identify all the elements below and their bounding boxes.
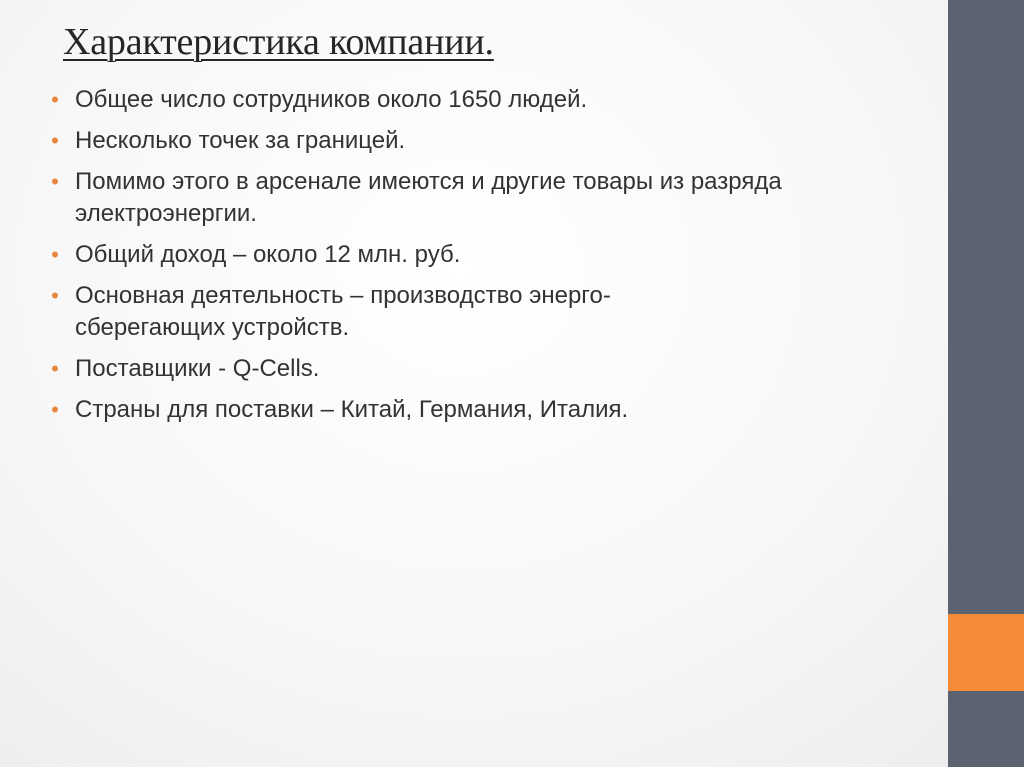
bullet-text: Поставщики - Q-Cells. bbox=[75, 355, 320, 382]
sidebar-accent-block bbox=[948, 614, 1024, 691]
bullet-dot-icon: • bbox=[51, 128, 59, 153]
bullet-text: Помимо этого в арсенале имеются и другие товары из разряда электроэнергии. bbox=[75, 168, 782, 227]
bullet-dot-icon: • bbox=[51, 242, 59, 267]
bullet-text: Общий доход – около 12 млн. руб. bbox=[75, 241, 461, 268]
bullet-text: Несколько точек за границей. bbox=[75, 127, 406, 154]
bullet-text: Страны для поставки – Китай, Германия, Италия. bbox=[75, 396, 629, 423]
bullet-dot-icon: • bbox=[51, 87, 59, 112]
bullet-item-abroad bbox=[48, 125, 775, 157]
bullet-item-countries bbox=[48, 394, 835, 426]
slide-title: Характеристика компании. bbox=[63, 21, 494, 63]
bullet-item-products bbox=[48, 166, 815, 230]
bullet-item-revenue bbox=[48, 239, 775, 271]
bullet-dot-icon: • bbox=[51, 169, 59, 194]
bullet-item-activity bbox=[48, 280, 735, 344]
bullet-dot-icon: • bbox=[51, 356, 59, 381]
bullet-item-employees bbox=[48, 84, 775, 116]
bullet-list bbox=[48, 84, 848, 435]
bullet-text: Общее число сотрудников около 1650 людей. bbox=[75, 86, 588, 113]
bullet-text: Основная деятельность – производство энерго-сберегающих устройств. bbox=[75, 282, 611, 341]
bullet-dot-icon: • bbox=[51, 283, 59, 308]
bullet-dot-icon: • bbox=[51, 397, 59, 422]
bullet-item-suppliers bbox=[48, 353, 775, 385]
